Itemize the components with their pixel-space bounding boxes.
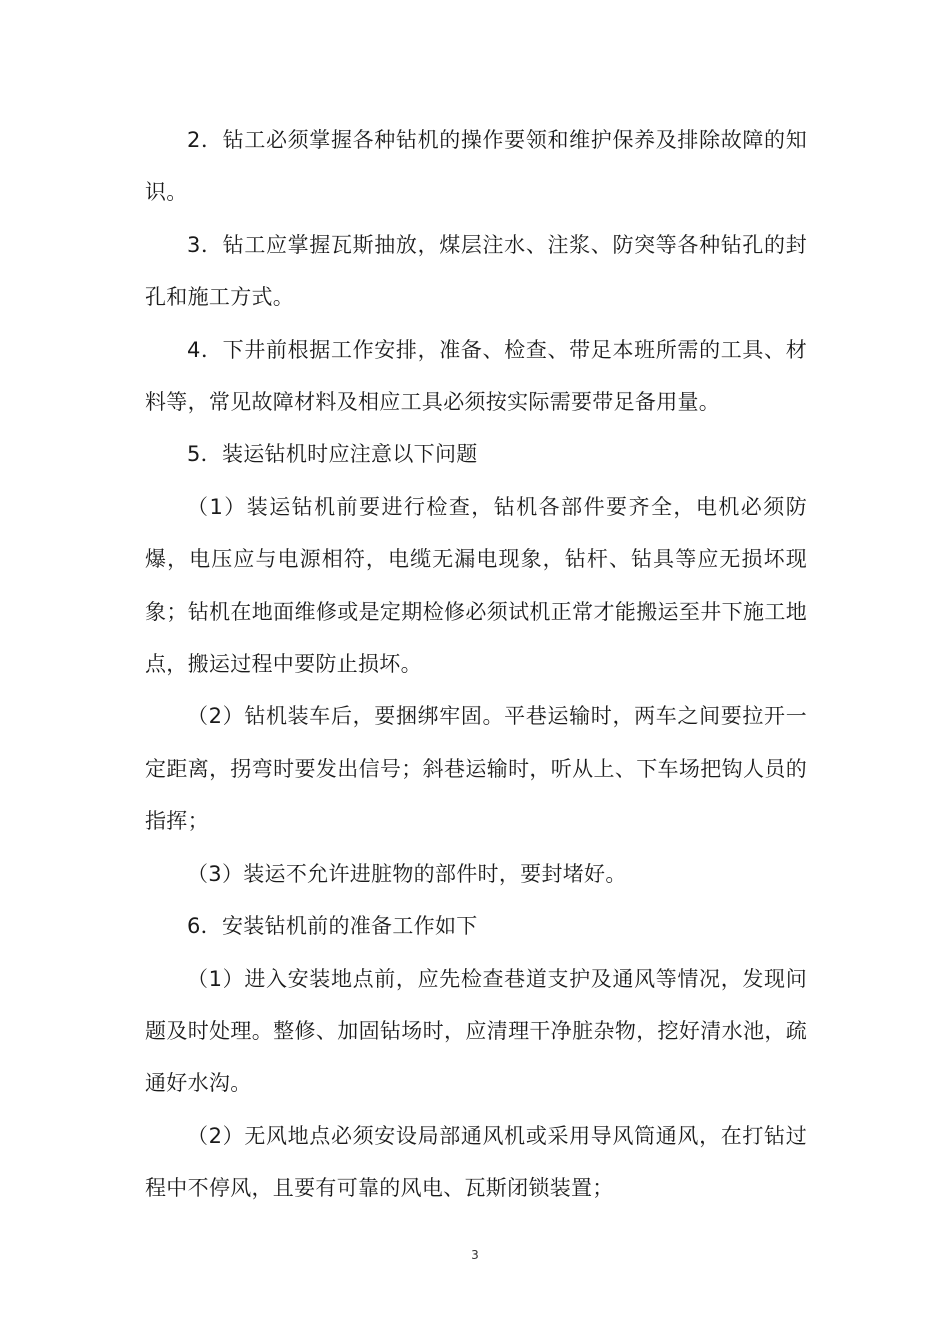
- document-body: [145, 114, 807, 1215]
- paragraph-item-4: 4．下井前根据工作安排，准备、检查、带足本班所需的工具、材料等，常见故障材料及相应工具必须按实际需要带足备用量。: [145, 337, 807, 415]
- paragraph-item-5-1: （1）装运钻机前要进行检查，钻机各部件要齐全，电机必须防爆，电压应与电源相符，电缆无漏电现象，钻杆、钻具等应无损坏现象；钻机在地面维修或是定期检修必须试机正常才能搬运至井下施工地点，搬运过程中要防止损坏。: [145, 494, 807, 677]
- paragraph-item-5: 5．装运钻机时应注意以下问题: [187, 442, 478, 467]
- paragraph-item-6: 6．安装钻机前的准备工作如下: [187, 914, 478, 939]
- paragraph-item-5-2: （2）钻机装车后，要捆绑牢固。平巷运输时，两车之间要拉开一定距离，拐弯时要发出信号；斜巷运输时，听从上、下车场把钩人员的指挥；: [145, 704, 807, 834]
- paragraph-item-5-3: （3）装运不允许进脏物的部件时，要封堵好。: [187, 861, 627, 886]
- paragraph-item-6-1: （1）进入安装地点前，应先检查巷道支护及通风等情况，发现问题及时处理。整修、加固钻场时，应清理干净脏杂物，挖好清水池，疏通好水沟。: [145, 966, 807, 1096]
- paragraph-item-2: 2．钻工必须掌握各种钻机的操作要领和维护保养及排除故障的知识。: [145, 128, 807, 205]
- paragraph-item-6-2: （2）无风地点必须安设局部通风机或采用导风筒通风，在打钻过程中不停风，且要有可靠的风电、瓦斯闭锁装置；: [145, 1123, 807, 1201]
- page-number: 3: [471, 1248, 479, 1262]
- paragraph-item-3: 3．钻工应掌握瓦斯抽放，煤层注水、注浆、防突等各种钻孔的封孔和施工方式。: [145, 232, 807, 310]
